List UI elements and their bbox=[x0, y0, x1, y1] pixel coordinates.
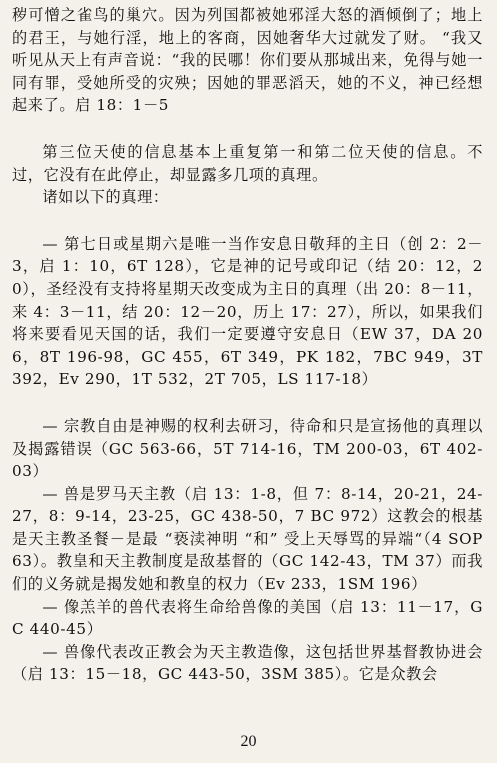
paragraph-third-angel: 第三位天使的信息基本上重复第一和第二位天使的信息。不过，它没有在此停止，却显露多几项的真理。 bbox=[12, 142, 483, 184]
list-item-religious-freedom: — 宗教自由是神赐的权利去研习，待命和只是宣扬他的真理以及揭露错误（GC 563-66，5T 714-16，TM 200-03，6T 402-03） bbox=[12, 416, 483, 481]
list-item-beast: — 兽是罗马天主教（启 13：1-8，但 7：8-14，20-21，24-27，8：9-14，23-25，GC 438-50，7 BC 972）这教会的根基是天主教圣餐－是最 “亵渎神明 “和” 受上天辱骂的异端“（4 SOP 63）。教皇和天主教制度是敌基督的（GC 142-43，TM 37）而我们的义务就是揭发她和教皇的权力（Ev 233，1SM 196） bbox=[12, 484, 483, 594]
page-number: 20 bbox=[240, 733, 257, 750]
list-item-image-of-beast: — 兽像代表改正教会为天主教造像，这包括世界基督教协进会（启 13：15－18，GC 443-50，3SM 385）。它是众教会 bbox=[12, 642, 483, 684]
paragraph-revelation-18: 秽可憎之雀鸟的巢穴。因为列国都被她邪淫大怒的酒倾倒了；地上的君王，与她行淫，地上的客商，因她奢华大过就发了财。 “我又听见从天上有声音说：“我的民哪！你们要从那城出来，免得与她一同有罪，受她所受的灾殃；因她的罪恶滔天，她的不义，神已经想起来了。启 18：1－5 bbox=[12, 6, 483, 115]
paragraph-such-as: 诸如以下的真理： bbox=[42, 188, 169, 207]
list-item-lamb-beast: — 像羔羊的兽代表将生命给兽像的美国（启 13：11－17，GC 440-45） bbox=[12, 597, 483, 639]
list-item-sabbath: — 第七日或星期六是唯一当作安息日敬拜的主日（创 2：2－3，启 1：10，6T 128），它是神的记号或印记（结 20：12，20），圣经没有支持将星期天改变成为主日的真理（出 20：8－11，来 4：3－11，结 20：12－20，历上 17：27），所以，如果我们将来要看见天国的话，我们一定要遵守安息日（EW 37，DA 206，8T 196-98，GC 455，6T 349，PK 182，7BC 949，3T 392，Ev 290，1T 532，2T 705，LS 117-18） bbox=[12, 234, 483, 389]
